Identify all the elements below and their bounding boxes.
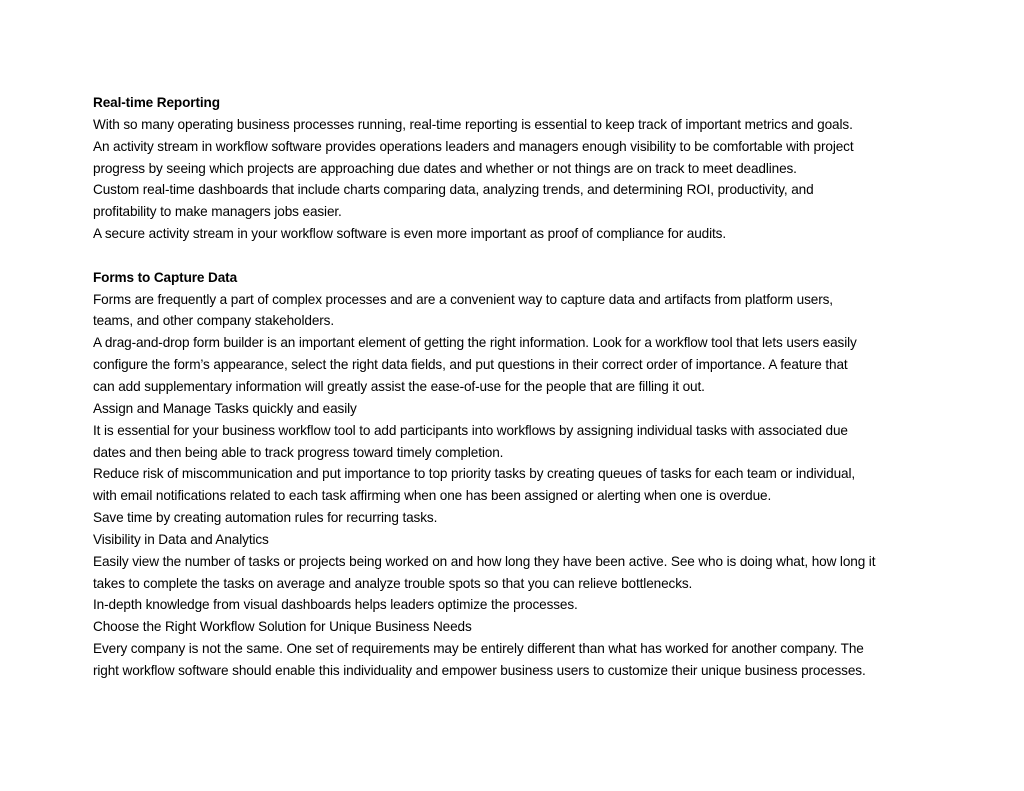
subheading-assign-manage-tasks: Assign and Manage Tasks quickly and easily [93,400,357,416]
paragraph-line: A drag-and-drop form builder is an important element of getting the right information. Look for a workflow tool that lets users easily [93,335,857,351]
subheading-choose-workflow-solution: Choose the Right Workflow Solution for Unique Business Needs [93,619,472,635]
paragraph-line: In-depth knowledge from visual dashboards helps leaders optimize the processes. [93,597,578,613]
paragraph-line: Custom real-time dashboards that include charts comparing data, analyzing trends, and determining ROI, productivity, and [93,182,814,198]
subheading-visibility-data-analytics: Visibility in Data and Analytics [93,531,269,547]
paragraph-line: With so many operating business processes running, real-time reporting is essential to keep track of important metrics and goals. [93,116,853,132]
section-heading-realtime-reporting: Real-time Reporting [93,95,220,110]
paragraph-line: Every company is not the same. One set of requirements may be entirely different than what has worked for another company. The [93,641,864,657]
paragraph-line: right workflow software should enable this individuality and empower business users to customize their unique business processes. [93,662,866,678]
paragraph-line: progress by seeing which projects are approaching due dates and whether or not things are on track to meet deadlines. [93,160,797,176]
paragraph-line: Forms are frequently a part of complex processes and are a convenient way to capture data and artifacts from platform users, [93,291,833,307]
paragraph-line: can add supplementary information will greatly assist the ease-of-use for the people that are filling it out. [93,378,705,394]
paragraph-line: profitability to make managers jobs easier. [93,204,342,220]
paragraph-line: Save time by creating automation rules for recurring tasks. [93,510,438,526]
paragraph-line: with email notifications related to each task affirming when one has been assigned or alerting when one is overdue. [93,488,772,504]
paragraph-line: An activity stream in workflow software provides operations leaders and managers enough visibility to be comfortable with project [93,138,854,154]
paragraph-line: teams, and other company stakeholders. [93,313,335,329]
paragraph-spacer [93,245,943,267]
document-page [93,92,943,682]
paragraph-line: It is essential for your business workflow tool to add participants into workflows by assigning individual tasks with associated due [93,422,848,438]
paragraph-line: Easily view the number of tasks or projects being worked on and how long they have been active. See who is doing what, how long it [93,553,876,569]
paragraph-line: takes to complete the tasks on average and analyze trouble spots so that you can relieve bottlenecks. [93,575,693,591]
paragraph-line: dates and then being able to track progress toward timely completion. [93,444,504,460]
paragraph-line: A secure activity stream in your workflow software is even more important as proof of compliance for audits. [93,226,727,242]
section-heading-forms-capture-data: Forms to Capture Data [93,269,238,285]
paragraph-line: Reduce risk of miscommunication and put importance to top priority tasks by creating queues of tasks for each team or individual, [93,466,856,482]
paragraph-line: configure the form’s appearance, select the right data fields, and put questions in their correct order of importance. A feature that [93,357,848,373]
